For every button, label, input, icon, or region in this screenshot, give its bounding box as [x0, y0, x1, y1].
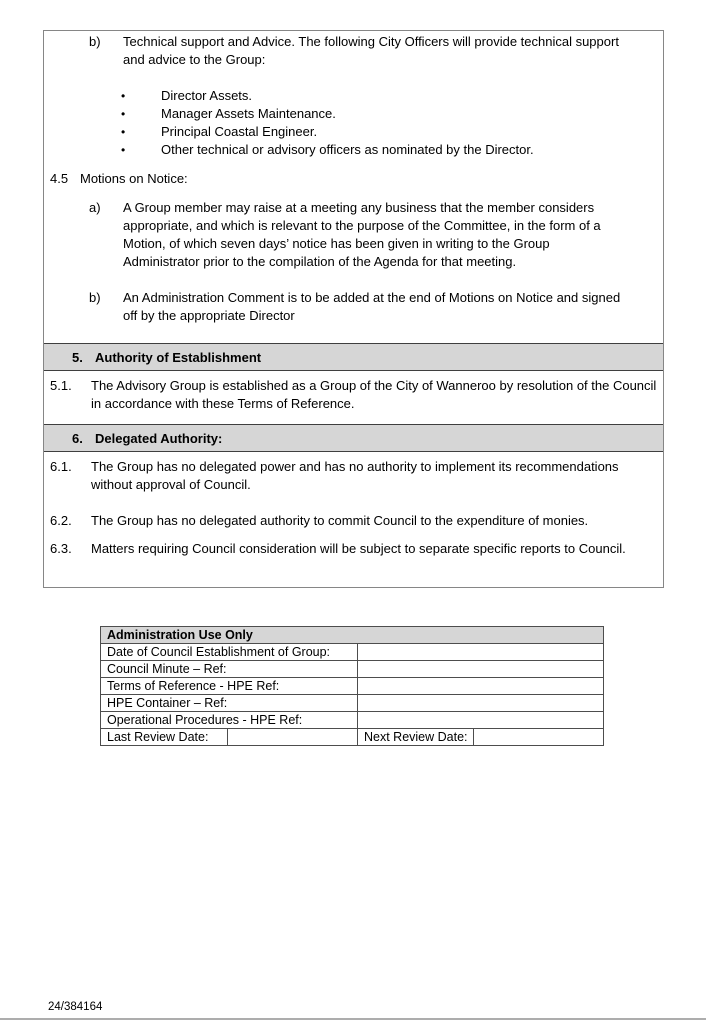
last-review-label: Last Review Date: — [101, 729, 228, 746]
row-label: HPE Container – Ref: — [101, 695, 358, 712]
table-row — [101, 678, 604, 695]
clause-4-5-a — [44, 199, 663, 271]
clause-number: 6.1. — [50, 459, 72, 474]
last-review-value — [228, 729, 358, 746]
clause-number: 6.2. — [50, 513, 72, 528]
clause-5-1 — [44, 377, 663, 413]
clause-number: 6.3. — [50, 541, 72, 556]
next-review-value — [474, 729, 604, 746]
clause-6-3 — [44, 540, 663, 558]
table-row — [101, 644, 604, 661]
clause-text: The Group has no delegated authority to commit Council to the expenditure of monies. — [91, 513, 589, 528]
section-number: 5. — [72, 350, 83, 365]
section-6-header-band — [44, 424, 663, 452]
officers-bullet-list — [44, 87, 663, 159]
row-value — [358, 712, 604, 729]
clause-4-5-b — [44, 289, 663, 325]
bullet-icon: • — [121, 89, 126, 103]
row-label: Council Minute – Ref: — [101, 661, 358, 678]
table-header-row — [101, 627, 604, 644]
section-title: Authority of Establishment — [95, 350, 262, 365]
clause-letter-label: b) — [89, 34, 101, 49]
clause-text: Technical support and Advice. The following City Officers will provide technical support and advice to the Group: — [123, 34, 619, 67]
clause-number: 5.1. — [50, 378, 72, 393]
row-label: Terms of Reference - HPE Ref: — [101, 678, 358, 695]
clause-4-5-heading — [44, 170, 663, 188]
terms-of-reference-page-box — [43, 30, 664, 588]
list-item — [44, 123, 663, 141]
list-item — [44, 87, 663, 105]
table-row — [101, 661, 604, 678]
clause-b-technical-support — [44, 33, 663, 69]
review-dates-row — [101, 729, 604, 746]
bullet-icon: • — [121, 143, 126, 157]
table-header: Administration Use Only — [101, 627, 604, 644]
row-value — [358, 678, 604, 695]
page-bottom-rule — [0, 1018, 706, 1020]
section-title: Delegated Authority: — [95, 431, 223, 446]
list-item-text: Principal Coastal Engineer. — [161, 124, 318, 139]
section-5-header-band — [44, 343, 663, 371]
row-value — [358, 695, 604, 712]
next-review-label: Next Review Date: — [358, 729, 474, 746]
list-item-text: Director Assets. — [161, 88, 253, 103]
list-item-text: Manager Assets Maintenance. — [161, 106, 336, 121]
clause-6-2 — [44, 512, 663, 530]
clause-letter-label: a) — [89, 200, 101, 215]
clause-6-1 — [44, 458, 663, 494]
clause-text: A Group member may raise at a meeting any business that the member considers appropriate, and which is relevant to the purpose of the Committee, in the form of a Motion, of which seven days’ notice has been given in writing to the Group Administrator prior to the compilation of the Agenda for that meeting. — [123, 200, 601, 269]
clause-number: 4.5 — [50, 171, 69, 186]
clause-letter-label: b) — [89, 290, 101, 305]
row-label: Date of Council Establishment of Group: — [101, 644, 358, 661]
row-value — [358, 661, 604, 678]
row-label: Operational Procedures - HPE Ref: — [101, 712, 358, 729]
bullet-icon: • — [121, 107, 126, 121]
row-value — [358, 644, 604, 661]
bullet-icon: • — [121, 125, 126, 139]
document-reference-number: 24/384164 — [48, 1001, 103, 1013]
clause-text: The Advisory Group is established as a Group of the City of Wanneroo by resolution of the Council in accordance with these Terms of Reference. — [91, 378, 657, 411]
administration-use-only-table — [100, 626, 603, 746]
clause-text: Matters requiring Council consideration will be subject to separate specific reports to Council. — [91, 541, 626, 556]
clause-text: An Administration Comment is to be added at the end of Motions on Notice and signed off by the appropriate Director — [123, 290, 621, 323]
clause-title: Motions on Notice: — [80, 171, 188, 186]
list-item — [44, 105, 663, 123]
list-item — [44, 141, 663, 159]
section-number: 6. — [72, 431, 83, 446]
table-row — [101, 712, 604, 729]
list-item-text: Other technical or advisory officers as nominated by the Director. — [161, 142, 534, 157]
table-row — [101, 695, 604, 712]
clause-text: The Group has no delegated power and has no authority to implement its recommendations without approval of Council. — [91, 459, 619, 492]
